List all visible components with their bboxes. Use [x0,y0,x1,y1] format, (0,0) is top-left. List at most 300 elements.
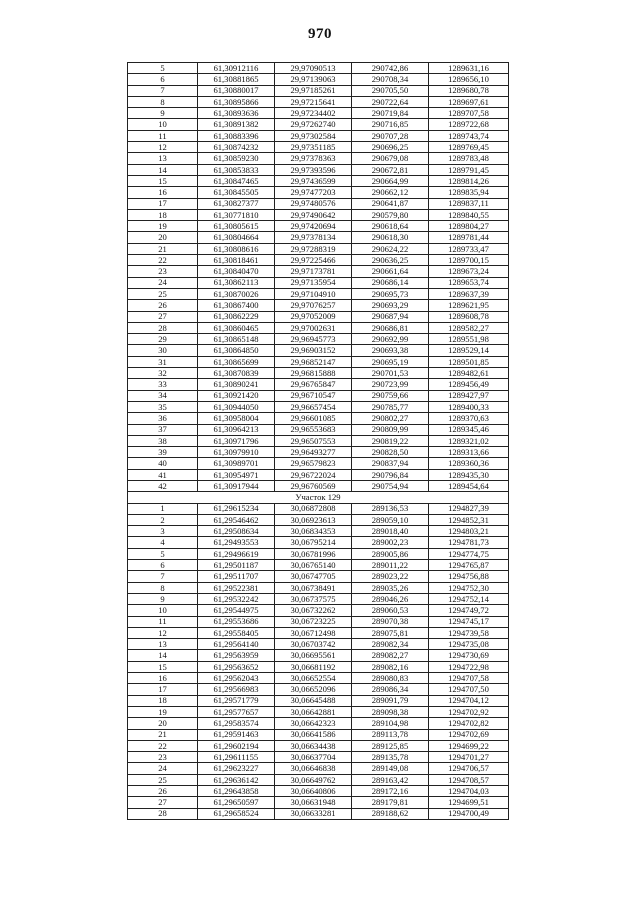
x-coordinate-cell: 289113,78 [352,729,429,740]
point-number-cell: 28 [128,322,198,333]
x-coordinate-cell: 289179,81 [352,797,429,808]
x-coordinate-cell: 289070,38 [352,616,429,627]
longitude-cell: 29,97076257 [275,300,352,311]
y-coordinate-cell: 1289582,27 [429,322,509,333]
table-row [128,300,509,311]
y-coordinate-cell: 1289743,74 [429,130,509,141]
point-number-cell: 16 [128,187,198,198]
longitude-cell: 29,96722024 [275,469,352,480]
y-coordinate-cell: 1294730,69 [429,650,509,661]
latitude-cell: 61,29658524 [198,808,275,819]
table-row [128,480,509,491]
latitude-cell: 61,30964213 [198,424,275,435]
y-coordinate-cell: 1294745,17 [429,616,509,627]
y-coordinate-cell: 1289707,58 [429,108,509,119]
point-number-cell: 8 [128,96,198,107]
longitude-cell: 29,97215641 [275,96,352,107]
latitude-cell: 61,30971796 [198,435,275,446]
y-coordinate-cell: 1289781,44 [429,232,509,243]
y-coordinate-cell: 1294699,22 [429,740,509,751]
x-coordinate-cell: 290624,22 [352,243,429,254]
latitude-cell: 61,30808616 [198,243,275,254]
point-number-cell: 17 [128,684,198,695]
latitude-cell: 61,29566983 [198,684,275,695]
longitude-cell: 29,97173781 [275,266,352,277]
latitude-cell: 61,30845505 [198,187,275,198]
latitude-cell: 61,30805615 [198,221,275,232]
point-number-cell: 8 [128,582,198,593]
x-coordinate-cell: 289082,16 [352,661,429,672]
x-coordinate-cell: 289046,26 [352,593,429,604]
point-number-cell: 23 [128,752,198,763]
y-coordinate-cell: 1289321,02 [429,435,509,446]
longitude-cell: 30,06781996 [275,548,352,559]
y-coordinate-cell: 1289722,68 [429,119,509,130]
table-row [128,164,509,175]
table-row [128,729,509,740]
latitude-cell: 61,30870026 [198,288,275,299]
longitude-cell: 29,97135954 [275,277,352,288]
y-coordinate-cell: 1289637,39 [429,288,509,299]
table-row [128,175,509,186]
x-coordinate-cell: 289018,40 [352,526,429,537]
point-number-cell: 10 [128,605,198,616]
latitude-cell: 61,30979910 [198,447,275,458]
x-coordinate-cell: 290664,99 [352,175,429,186]
latitude-cell: 61,30921420 [198,390,275,401]
x-coordinate-cell: 290723,99 [352,379,429,390]
table-row [128,74,509,85]
y-coordinate-cell: 1294781,73 [429,537,509,548]
table-row [128,514,509,525]
y-coordinate-cell: 1289673,24 [429,266,509,277]
longitude-cell: 29,97090513 [275,63,352,74]
table-row [128,537,509,548]
y-coordinate-cell: 1294752,30 [429,582,509,593]
table-row [128,605,509,616]
latitude-cell: 61,29511707 [198,571,275,582]
y-coordinate-cell: 1289791,45 [429,164,509,175]
longitude-cell: 30,06923613 [275,514,352,525]
point-number-cell: 6 [128,560,198,571]
longitude-cell: 30,06681192 [275,661,352,672]
table-row [128,684,509,695]
x-coordinate-cell: 289086,34 [352,684,429,695]
y-coordinate-cell: 1294827,39 [429,503,509,514]
longitude-cell: 30,06637704 [275,752,352,763]
point-number-cell: 10 [128,119,198,130]
point-number-cell: 22 [128,740,198,751]
table-row [128,108,509,119]
latitude-cell: 61,29501187 [198,560,275,571]
latitude-cell: 61,29563652 [198,661,275,672]
point-number-cell: 30 [128,345,198,356]
longitude-cell: 29,97378363 [275,153,352,164]
point-number-cell: 9 [128,593,198,604]
point-number-cell: 20 [128,718,198,729]
x-coordinate-cell: 290661,64 [352,266,429,277]
latitude-cell: 61,29553686 [198,616,275,627]
point-number-cell: 7 [128,571,198,582]
x-coordinate-cell: 290828,50 [352,447,429,458]
y-coordinate-cell: 1294707,58 [429,673,509,684]
latitude-cell: 61,29532242 [198,593,275,604]
point-number-cell: 33 [128,379,198,390]
x-coordinate-cell: 290705,50 [352,85,429,96]
y-coordinate-cell: 1294706,57 [429,763,509,774]
longitude-cell: 30,06633281 [275,808,352,819]
point-number-cell: 23 [128,266,198,277]
point-number-cell: 36 [128,413,198,424]
x-coordinate-cell: 289023,22 [352,571,429,582]
latitude-cell: 61,30853833 [198,164,275,175]
table-row [128,616,509,627]
y-coordinate-cell: 1294702,69 [429,729,509,740]
longitude-cell: 29,96507553 [275,435,352,446]
longitude-cell: 29,97139063 [275,74,352,85]
longitude-cell: 29,96657454 [275,401,352,412]
longitude-cell: 29,97052009 [275,311,352,322]
longitude-cell: 29,97436599 [275,175,352,186]
x-coordinate-cell: 289011,22 [352,560,429,571]
y-coordinate-cell: 1289621,95 [429,300,509,311]
table-row [128,96,509,107]
x-coordinate-cell: 290716,85 [352,119,429,130]
table-row [128,774,509,785]
y-coordinate-cell: 1289814,26 [429,175,509,186]
x-coordinate-cell: 290719,84 [352,108,429,119]
longitude-cell: 30,06645488 [275,695,352,706]
longitude-cell: 30,06737575 [275,593,352,604]
latitude-cell: 61,29611155 [198,752,275,763]
point-number-cell: 6 [128,74,198,85]
x-coordinate-cell: 289098,38 [352,706,429,717]
point-number-cell: 34 [128,390,198,401]
table-row [128,401,509,412]
section-title: Участок 129 [128,492,509,503]
latitude-cell: 61,30881865 [198,74,275,85]
table-row [128,119,509,130]
point-number-cell: 42 [128,480,198,491]
latitude-cell: 61,29602194 [198,740,275,751]
point-number-cell: 15 [128,175,198,186]
point-number-cell: 38 [128,435,198,446]
latitude-cell: 61,29591463 [198,729,275,740]
table-row [128,797,509,808]
x-coordinate-cell: 290759,66 [352,390,429,401]
point-number-cell: 2 [128,514,198,525]
latitude-cell: 61,29562043 [198,673,275,684]
latitude-cell: 61,30890241 [198,379,275,390]
longitude-cell: 29,97262740 [275,119,352,130]
table-row [128,288,509,299]
longitude-cell: 29,96903152 [275,345,352,356]
table-row [128,334,509,345]
x-coordinate-cell: 290701,53 [352,368,429,379]
point-number-cell: 20 [128,232,198,243]
point-number-cell: 35 [128,401,198,412]
table-row [128,740,509,751]
longitude-cell: 30,06723225 [275,616,352,627]
coordinates-table [127,62,509,820]
table-row [128,469,509,480]
longitude-cell: 29,97185261 [275,85,352,96]
y-coordinate-cell: 1294803,21 [429,526,509,537]
x-coordinate-cell: 290708,34 [352,74,429,85]
longitude-cell: 30,06642881 [275,706,352,717]
latitude-cell: 61,29496619 [198,548,275,559]
latitude-cell: 61,30880017 [198,85,275,96]
y-coordinate-cell: 1289313,66 [429,447,509,458]
longitude-cell: 30,06747705 [275,571,352,582]
table-row [128,571,509,582]
table-body-bottom [128,503,509,819]
point-number-cell: 22 [128,255,198,266]
latitude-cell: 61,30893636 [198,108,275,119]
latitude-cell: 61,30804664 [198,232,275,243]
point-number-cell: 5 [128,548,198,559]
point-number-cell: 19 [128,706,198,717]
latitude-cell: 61,29544975 [198,605,275,616]
table-row [128,379,509,390]
longitude-cell: 30,06652554 [275,673,352,684]
table-row [128,390,509,401]
y-coordinate-cell: 1289656,10 [429,74,509,85]
table-row [128,255,509,266]
point-number-cell: 14 [128,650,198,661]
table-row [128,221,509,232]
y-coordinate-cell: 1294765,87 [429,560,509,571]
table-row [128,526,509,537]
point-number-cell: 24 [128,763,198,774]
latitude-cell: 61,30859230 [198,153,275,164]
x-coordinate-cell: 290679,08 [352,153,429,164]
y-coordinate-cell: 1294735,08 [429,639,509,650]
x-coordinate-cell: 289080,83 [352,673,429,684]
x-coordinate-cell: 290796,84 [352,469,429,480]
table-row [128,187,509,198]
point-number-cell: 12 [128,142,198,153]
latitude-cell: 61,29615234 [198,503,275,514]
y-coordinate-cell: 1289835,94 [429,187,509,198]
latitude-cell: 61,29650597 [198,797,275,808]
latitude-cell: 61,30818461 [198,255,275,266]
y-coordinate-cell: 1294739,58 [429,627,509,638]
longitude-cell: 29,97302584 [275,130,352,141]
y-coordinate-cell: 1289631,16 [429,63,509,74]
x-coordinate-cell: 290641,87 [352,198,429,209]
point-number-cell: 11 [128,616,198,627]
latitude-cell: 61,30862229 [198,311,275,322]
x-coordinate-cell: 289005,86 [352,548,429,559]
latitude-cell: 61,30954971 [198,469,275,480]
point-number-cell: 17 [128,198,198,209]
longitude-cell: 29,96553683 [275,424,352,435]
point-number-cell: 31 [128,356,198,367]
section-header-row [128,492,509,503]
point-number-cell: 3 [128,526,198,537]
x-coordinate-cell: 289149,08 [352,763,429,774]
table-row [128,763,509,774]
point-number-cell: 4 [128,537,198,548]
x-coordinate-cell: 290837,94 [352,458,429,469]
table-row [128,413,509,424]
x-coordinate-cell: 289035,26 [352,582,429,593]
latitude-cell: 61,30891382 [198,119,275,130]
section-header [128,492,509,503]
table-row [128,435,509,446]
point-number-cell: 25 [128,774,198,785]
table-row [128,752,509,763]
y-coordinate-cell: 1294708,57 [429,774,509,785]
longitude-cell: 29,97420694 [275,221,352,232]
table-body-top [128,63,509,492]
table-row [128,198,509,209]
longitude-cell: 30,06765140 [275,560,352,571]
y-coordinate-cell: 1294749,72 [429,605,509,616]
y-coordinate-cell: 1294852,31 [429,514,509,525]
latitude-cell: 61,29583574 [198,718,275,729]
y-coordinate-cell: 1294700,49 [429,808,509,819]
latitude-cell: 61,29493553 [198,537,275,548]
point-number-cell: 24 [128,277,198,288]
point-number-cell: 25 [128,288,198,299]
x-coordinate-cell: 290618,64 [352,221,429,232]
latitude-cell: 61,30860465 [198,322,275,333]
point-number-cell: 21 [128,729,198,740]
table-row [128,243,509,254]
table-row [128,458,509,469]
longitude-cell: 29,96852147 [275,356,352,367]
x-coordinate-cell: 289091,79 [352,695,429,706]
table-row [128,209,509,220]
longitude-cell: 30,06646838 [275,763,352,774]
latitude-cell: 61,30864850 [198,345,275,356]
longitude-cell: 30,06641586 [275,729,352,740]
x-coordinate-cell: 289163,42 [352,774,429,785]
latitude-cell: 61,30883396 [198,130,275,141]
longitude-cell: 29,97378134 [275,232,352,243]
table-row [128,718,509,729]
x-coordinate-cell: 290618,30 [352,232,429,243]
latitude-cell: 61,30847465 [198,175,275,186]
longitude-cell: 30,06695561 [275,650,352,661]
x-coordinate-cell: 290809,99 [352,424,429,435]
y-coordinate-cell: 1289501,85 [429,356,509,367]
x-coordinate-cell: 289136,53 [352,503,429,514]
latitude-cell: 61,30865148 [198,334,275,345]
table-row [128,153,509,164]
latitude-cell: 61,30912116 [198,63,275,74]
latitude-cell: 61,30771810 [198,209,275,220]
y-coordinate-cell: 1294722,98 [429,661,509,672]
latitude-cell: 61,30917944 [198,480,275,491]
table-row [128,503,509,514]
table-row [128,277,509,288]
x-coordinate-cell: 289075,81 [352,627,429,638]
point-number-cell: 15 [128,661,198,672]
longitude-cell: 30,06703742 [275,639,352,650]
y-coordinate-cell: 1289435,30 [429,469,509,480]
y-coordinate-cell: 1289700,15 [429,255,509,266]
point-number-cell: 28 [128,808,198,819]
y-coordinate-cell: 1294774,75 [429,548,509,559]
y-coordinate-cell: 1289653,74 [429,277,509,288]
latitude-cell: 61,29623227 [198,763,275,774]
x-coordinate-cell: 290696,25 [352,142,429,153]
latitude-cell: 61,29636142 [198,774,275,785]
x-coordinate-cell: 289082,27 [352,650,429,661]
y-coordinate-cell: 1294704,12 [429,695,509,706]
point-number-cell: 27 [128,311,198,322]
table-row [128,63,509,74]
x-coordinate-cell: 289125,85 [352,740,429,751]
y-coordinate-cell: 1294702,92 [429,706,509,717]
y-coordinate-cell: 1289360,36 [429,458,509,469]
y-coordinate-cell: 1289529,14 [429,345,509,356]
longitude-cell: 30,06795214 [275,537,352,548]
y-coordinate-cell: 1289697,61 [429,96,509,107]
point-number-cell: 29 [128,334,198,345]
x-coordinate-cell: 289104,98 [352,718,429,729]
x-coordinate-cell: 290579,80 [352,209,429,220]
y-coordinate-cell: 1294756,88 [429,571,509,582]
x-coordinate-cell: 290695,73 [352,288,429,299]
x-coordinate-cell: 290785,77 [352,401,429,412]
latitude-cell: 61,29577657 [198,706,275,717]
latitude-cell: 61,30827377 [198,198,275,209]
point-number-cell: 27 [128,797,198,808]
y-coordinate-cell: 1289733,47 [429,243,509,254]
longitude-cell: 29,96765847 [275,379,352,390]
x-coordinate-cell: 290686,14 [352,277,429,288]
latitude-cell: 61,30944050 [198,401,275,412]
x-coordinate-cell: 289059,10 [352,514,429,525]
y-coordinate-cell: 1289769,45 [429,142,509,153]
table-row [128,322,509,333]
y-coordinate-cell: 1289551,98 [429,334,509,345]
x-coordinate-cell: 289082,34 [352,639,429,650]
longitude-cell: 29,97104910 [275,288,352,299]
point-number-cell: 13 [128,153,198,164]
latitude-cell: 61,29563959 [198,650,275,661]
table-row [128,345,509,356]
y-coordinate-cell: 1289345,46 [429,424,509,435]
y-coordinate-cell: 1289804,27 [429,221,509,232]
latitude-cell: 61,29643858 [198,786,275,797]
y-coordinate-cell: 1289837,11 [429,198,509,209]
table-row [128,232,509,243]
longitude-cell: 29,96760569 [275,480,352,491]
point-number-cell: 21 [128,243,198,254]
y-coordinate-cell: 1289400,33 [429,401,509,412]
y-coordinate-cell: 1289840,55 [429,209,509,220]
table-row [128,311,509,322]
table-row [128,582,509,593]
point-number-cell: 32 [128,368,198,379]
latitude-cell: 61,29571779 [198,695,275,706]
y-coordinate-cell: 1294699,51 [429,797,509,808]
x-coordinate-cell: 290636,25 [352,255,429,266]
table-row [128,560,509,571]
y-coordinate-cell: 1289680,78 [429,85,509,96]
longitude-cell: 30,06712498 [275,627,352,638]
longitude-cell: 30,06649762 [275,774,352,785]
table-row [128,356,509,367]
table-row [128,695,509,706]
point-number-cell: 14 [128,164,198,175]
table-row [128,639,509,650]
